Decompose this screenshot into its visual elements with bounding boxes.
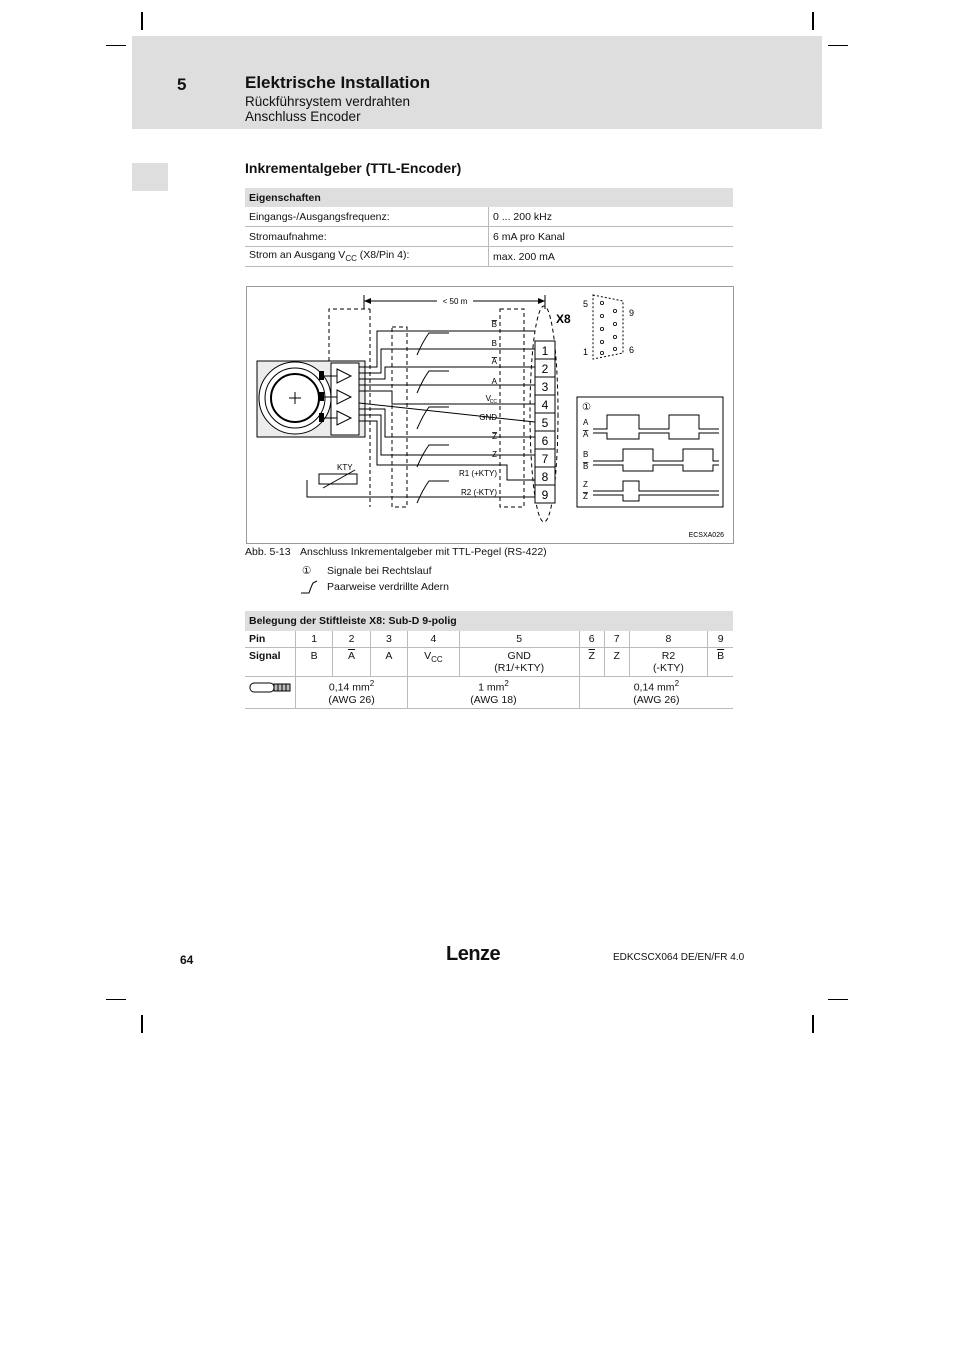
timing-label: Z [583, 480, 588, 489]
subd-pin-label: 6 [629, 345, 635, 355]
signal-label-3: A [491, 377, 497, 386]
legend-symbol: ① [302, 565, 312, 577]
timing-label: A [583, 430, 589, 439]
brand-logo: Lenze [446, 943, 501, 965]
signal-label-1: B [491, 339, 497, 348]
side-tab [132, 163, 168, 191]
wire-gauge-cell: 0,14 $mm^2$ (AWG 26) [579, 677, 733, 709]
pin-cell: 6 [579, 631, 604, 648]
terminal-9: 9 [541, 488, 549, 502]
pin-table [245, 611, 733, 709]
signal-label-4: V [485, 394, 491, 403]
signal-label-vcc-sub: CC [489, 399, 497, 405]
signal-cell: GND (R1/+KTY) [459, 648, 579, 677]
wiring-figure [246, 286, 734, 544]
pin-cell: 9 [708, 631, 733, 648]
signal-label-6: Z [492, 432, 497, 441]
chapter-number: 5 [177, 75, 187, 94]
distance-label: < 50 m [442, 297, 468, 306]
pin-cell: 1 [296, 631, 333, 648]
timing-label: B [583, 450, 589, 459]
figure-id: ECSXA026 [688, 532, 724, 539]
chapter-title: Elektrische Installation [245, 73, 431, 92]
signal-cell: R2 (-KTY) [629, 648, 708, 677]
signal-cell: A [370, 648, 407, 677]
property-value: 6 mA pro Kanal [489, 227, 734, 247]
kty-label: KTY [337, 463, 353, 472]
property-label: Eingangs-/Ausgangsfrequenz: [245, 207, 489, 227]
crop-mark [141, 12, 143, 30]
signal-label-9: R2 (-KTY) [461, 488, 497, 497]
cable-icon [249, 679, 293, 697]
property-label: Strom an Ausgang $V_{CC}$ (X8/Pin 4): [245, 247, 489, 267]
signal-label-5: GND [479, 413, 497, 422]
wire-gauge-cell: 1 $mm^2$ (AWG 18) [408, 677, 580, 709]
wiring-diagram [247, 287, 733, 543]
terminal-3: 3 [541, 380, 549, 394]
timing-marker: ① [582, 402, 591, 413]
crop-mark [141, 1015, 143, 1033]
subd-connector [583, 295, 634, 359]
properties-table [245, 188, 733, 267]
pin-cell: 8 [629, 631, 708, 648]
properties-heading: Eigenschaften [245, 188, 733, 207]
subd-pin-label: 9 [629, 308, 635, 318]
crop-mark [106, 45, 126, 46]
terminal-2: 2 [541, 362, 549, 376]
pin-cell: 4 [408, 631, 460, 648]
figure-caption: Anschluss Inkrementalgeber mit TTL-Pegel (RS-422) [300, 546, 547, 558]
crop-mark [812, 12, 814, 30]
document-id: EDKCSCX064 DE/EN/FR 4.0 [613, 952, 745, 963]
signal-cell: $\overline{Z}$ [579, 648, 604, 677]
chapter-subtitle-1: Rückführsystem verdrahten [245, 94, 411, 109]
cable-icon-cell [245, 677, 296, 709]
signal-cell: Z [604, 648, 629, 677]
signal-label-2: A [491, 357, 497, 366]
subd-pin-label: 5 [583, 299, 589, 309]
property-value: max. 200 mA [489, 247, 734, 267]
terminal-4: 4 [541, 398, 549, 412]
signal-label-7: Z [492, 450, 497, 459]
crop-mark [106, 999, 126, 1000]
table-row [245, 207, 733, 227]
signal-label-8: R1 (+KTY) [458, 469, 497, 478]
signal-label-0: B [491, 320, 497, 329]
connector-label: X8 [556, 312, 571, 326]
table-row [245, 677, 733, 709]
legend-text-2: Paarweise verdrillte Adern [327, 581, 449, 593]
timing-label: Z [583, 492, 588, 501]
chapter-subtitle-2: Anschluss Encoder [245, 109, 361, 124]
terminal-8: 8 [541, 470, 549, 484]
terminal-6: 6 [541, 434, 549, 448]
property-value: 0 ... 200 kHz [489, 207, 734, 227]
section-title: Inkrementalgeber (TTL-Encoder) [245, 160, 462, 176]
figure-number: Abb. 5-13 [245, 546, 291, 558]
legend-text-1: Signale bei Rechtslauf [327, 565, 432, 577]
pin-cell: 5 [459, 631, 579, 648]
terminal-5: 5 [541, 416, 549, 430]
crop-mark [828, 999, 848, 1000]
signal-cell: B [296, 648, 333, 677]
signal-row-label: Signal [245, 648, 296, 677]
wire-gauge-cell: 0,14 $mm^2$ (AWG 26) [296, 677, 408, 709]
pin-row-label: Pin [245, 631, 296, 648]
signal-cell: $\overline{B}$ [708, 648, 733, 677]
terminal-1: 1 [541, 344, 549, 358]
crop-mark [812, 1015, 814, 1033]
twisted-pair-icon [300, 580, 318, 594]
table-row [245, 247, 733, 267]
property-label: Stromaufnahme: [245, 227, 489, 247]
timing-label: A [583, 418, 589, 427]
subd-pin-label: 1 [583, 347, 589, 357]
table-row [245, 631, 733, 648]
crop-mark [828, 45, 848, 46]
page-number: 64 [180, 953, 194, 967]
signal-cell: $\overline{A}$ [333, 648, 370, 677]
table-row [245, 227, 733, 247]
timing-label: B [583, 462, 589, 471]
pin-cell: 3 [370, 631, 407, 648]
pin-cell: 2 [333, 631, 370, 648]
table-row [245, 648, 733, 677]
signal-cell: $V_{CC}$ [408, 648, 460, 677]
terminal-7: 7 [541, 452, 549, 466]
pin-table-heading: Belegung der Stiftleiste X8: Sub-D 9-polig [245, 611, 733, 631]
header-band [132, 36, 822, 129]
pin-cell: 7 [604, 631, 629, 648]
